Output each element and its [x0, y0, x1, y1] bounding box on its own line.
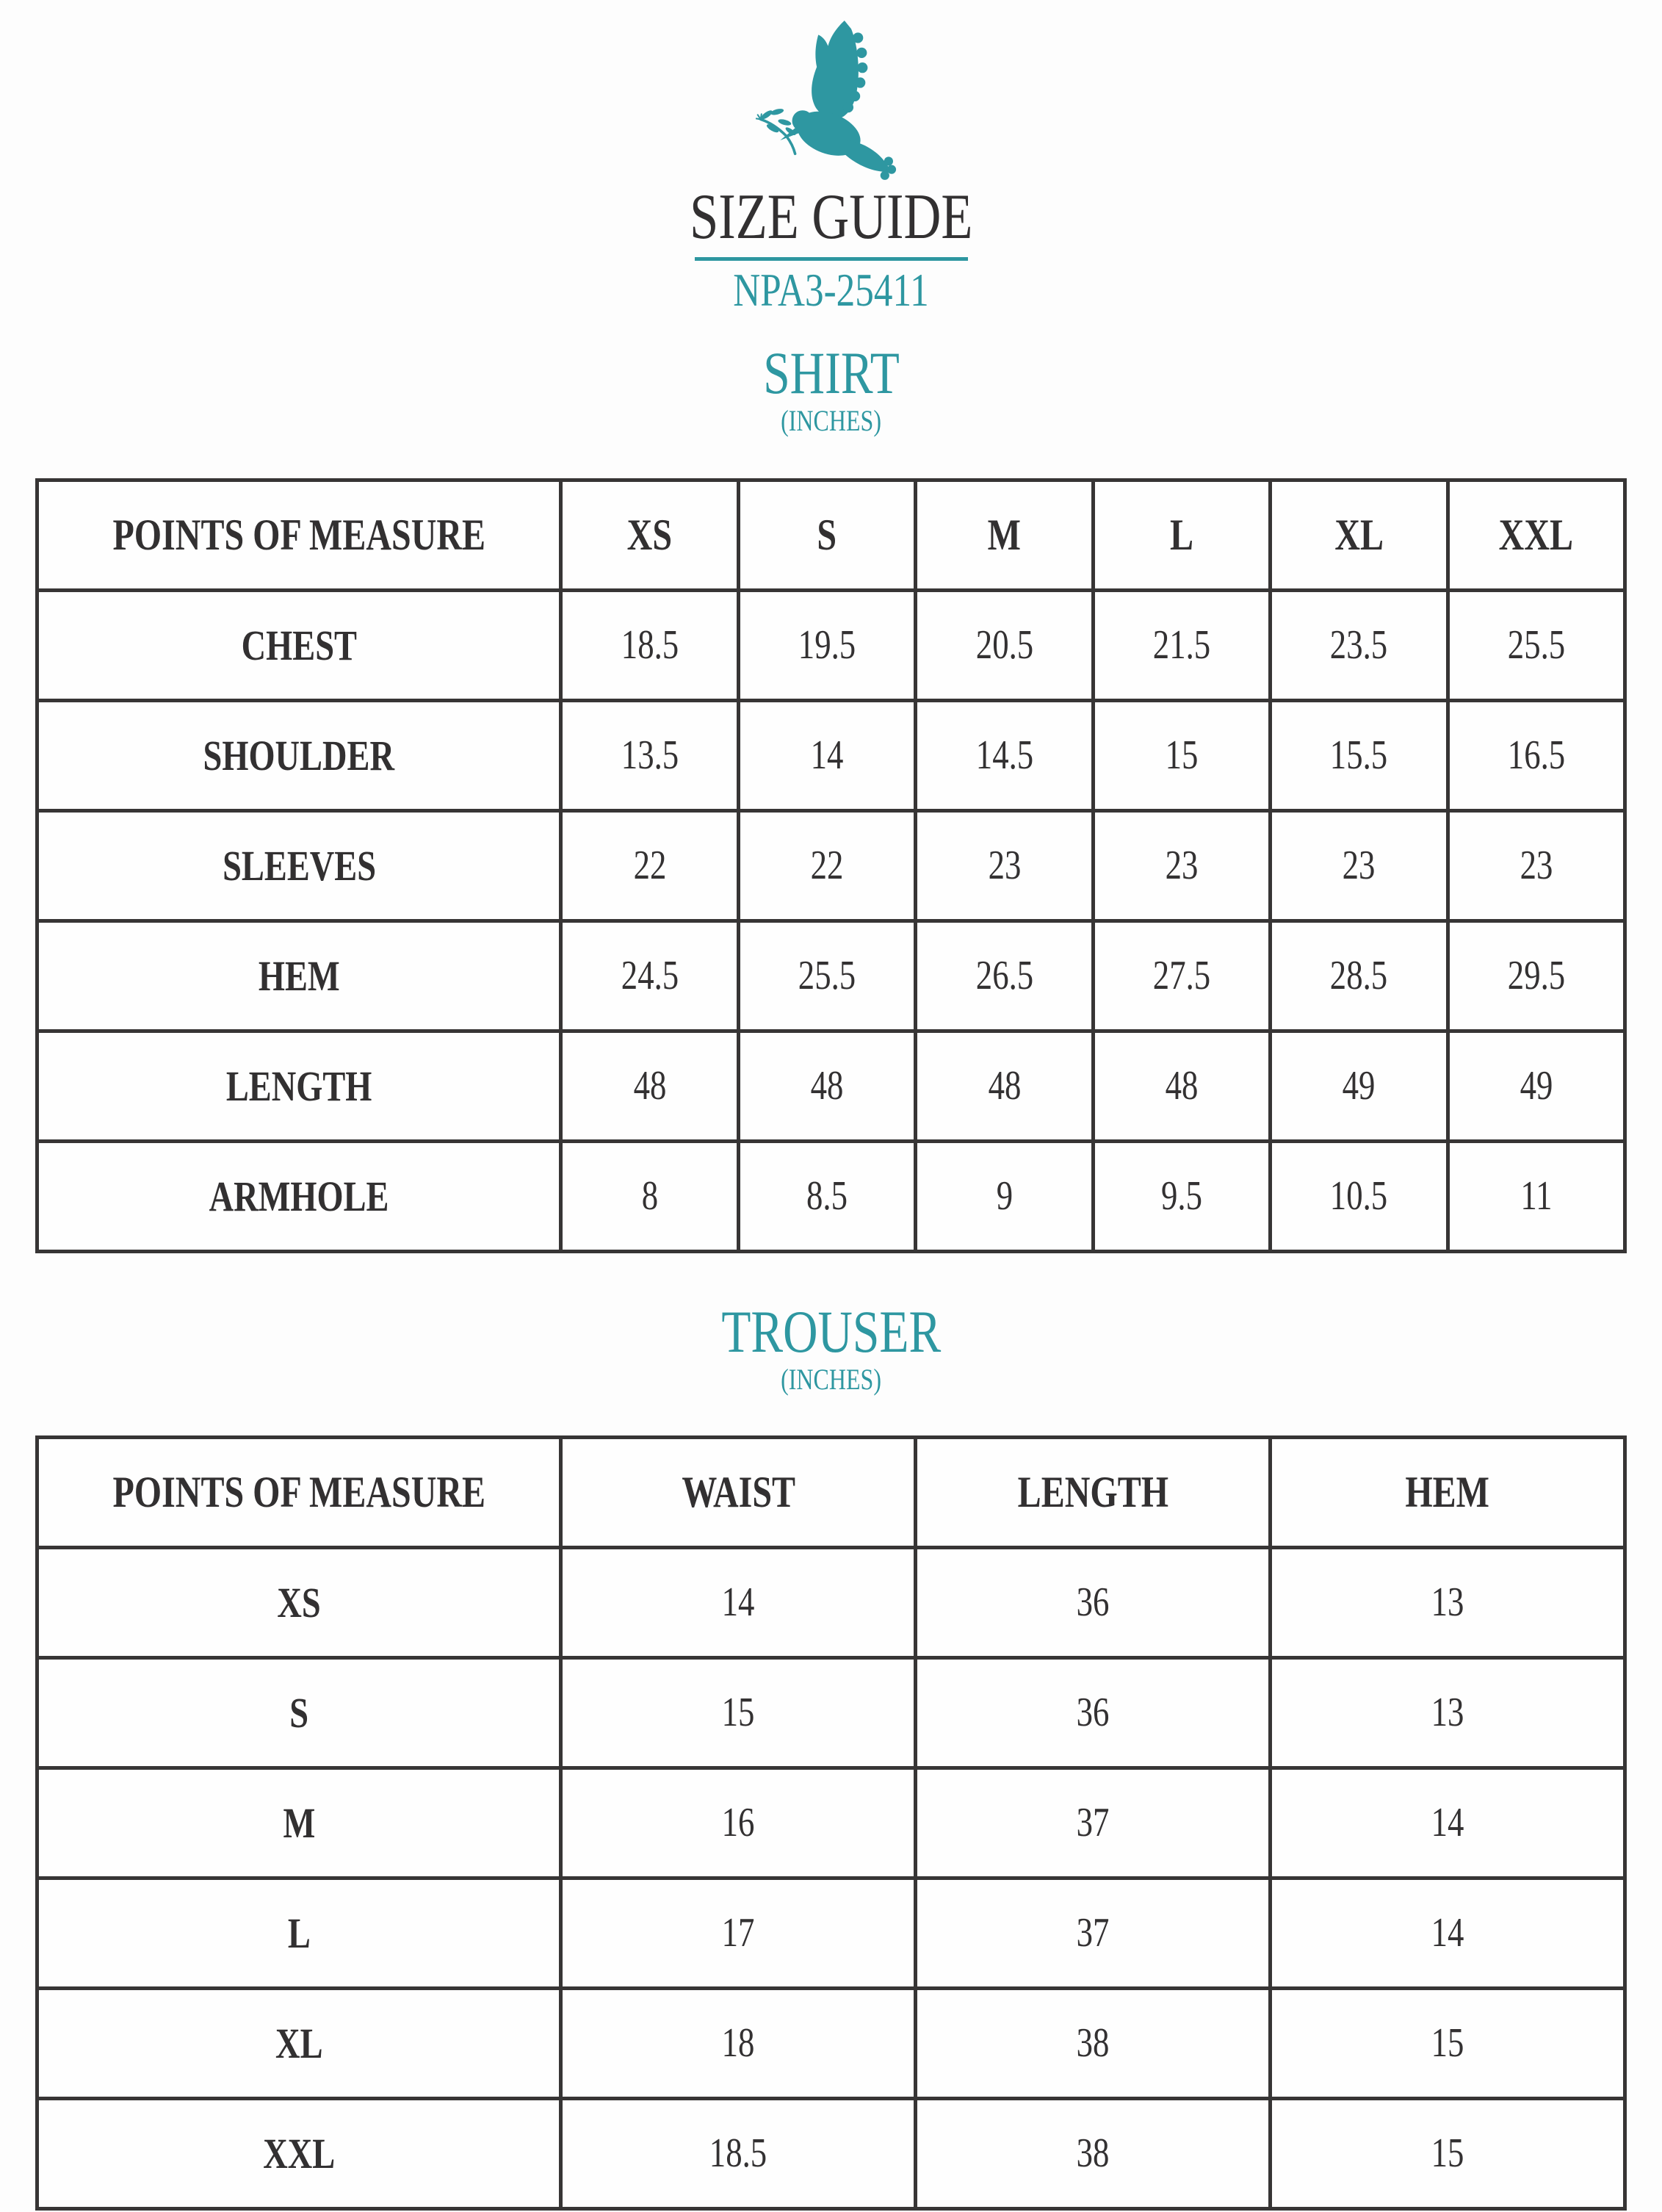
points-of-measure-header: POINTS OF MEASURE	[37, 480, 561, 590]
column-header: LENGTH	[916, 1437, 1271, 1547]
measurement-value-cell: 25.5	[738, 921, 915, 1031]
shirt-section-title: SHIRT	[762, 339, 900, 406]
trouser-unit-label: (INCHES)	[781, 1362, 881, 1396]
measurement-value-cell: 37	[916, 1768, 1271, 1878]
measurement-value-cell: 8	[561, 1141, 738, 1251]
table-header-row	[37, 480, 1625, 590]
measurement-value-cell: 22	[561, 810, 738, 921]
measurement-value-cell: 15	[1271, 2098, 1625, 2208]
points-of-measure-header: POINTS OF MEASURE	[37, 1437, 561, 1547]
trouser-section	[0, 1297, 1662, 2211]
measurement-value-cell: 16	[561, 1768, 916, 1878]
table-row	[37, 1878, 1625, 1988]
column-header: XS	[561, 480, 738, 590]
shirt-section	[0, 339, 1662, 1253]
column-header: S	[738, 480, 915, 590]
measurement-value-cell: 23	[1093, 810, 1270, 921]
table-row	[37, 700, 1625, 810]
measurement-value-cell: 9.5	[1093, 1141, 1270, 1251]
row-label-cell: S	[37, 1657, 561, 1768]
measurement-value-cell: 23	[1271, 810, 1448, 921]
row-label-cell: SHOULDER	[37, 700, 561, 810]
measurement-value-cell: 11	[1448, 1141, 1625, 1251]
measurement-value-cell: 48	[1093, 1031, 1270, 1141]
measurement-value-cell: 37	[916, 1878, 1271, 1988]
column-header: L	[1093, 480, 1270, 590]
measurement-value-cell: 48	[916, 1031, 1093, 1141]
measurement-value-cell: 26.5	[916, 921, 1093, 1031]
column-header: HEM	[1271, 1437, 1625, 1547]
row-label-cell: XS	[37, 1547, 561, 1657]
measurement-value-cell: 27.5	[1093, 921, 1270, 1031]
title-underline	[695, 257, 968, 261]
measurement-value-cell: 13.5	[561, 700, 738, 810]
measurement-value-cell: 38	[916, 1988, 1271, 2098]
row-label-cell: M	[37, 1768, 561, 1878]
table-row	[37, 1988, 1625, 2098]
row-label-cell: XXL	[37, 2098, 561, 2208]
measurement-value-cell: 25.5	[1448, 590, 1625, 700]
shirt-unit-label: (INCHES)	[781, 403, 881, 437]
measurement-value-cell: 17	[561, 1878, 916, 1988]
measurement-value-cell: 28.5	[1271, 921, 1448, 1031]
column-header: M	[916, 480, 1093, 590]
measurement-value-cell: 13	[1271, 1657, 1625, 1768]
table-row	[37, 2098, 1625, 2208]
measurement-value-cell: 23	[1448, 810, 1625, 921]
product-code: NPA3-25411	[733, 263, 929, 316]
table-header-row	[37, 1437, 1625, 1547]
measurement-value-cell: 19.5	[738, 590, 915, 700]
measurement-value-cell: 49	[1271, 1031, 1448, 1141]
measurement-value-cell: 15.5	[1271, 700, 1448, 810]
column-header: XL	[1271, 480, 1448, 590]
column-header: XXL	[1448, 480, 1625, 590]
table-row	[37, 1547, 1625, 1657]
table-row	[37, 921, 1625, 1031]
measurement-value-cell: 36	[916, 1657, 1271, 1768]
row-label-cell: ARMHOLE	[37, 1141, 561, 1251]
measurement-value-cell: 22	[738, 810, 915, 921]
measurement-value-cell: 14	[561, 1547, 916, 1657]
measurement-value-cell: 29.5	[1448, 921, 1625, 1031]
measurement-value-cell: 15	[561, 1657, 916, 1768]
row-label-cell: CHEST	[37, 590, 561, 700]
measurement-value-cell: 24.5	[561, 921, 738, 1031]
measurement-value-cell: 13	[1271, 1547, 1625, 1657]
measurement-value-cell: 49	[1448, 1031, 1625, 1141]
measurement-value-cell: 48	[738, 1031, 915, 1141]
table-row	[37, 590, 1625, 700]
measurement-value-cell: 38	[916, 2098, 1271, 2208]
measurement-value-cell: 14	[1271, 1768, 1625, 1878]
measurement-value-cell: 18.5	[561, 2098, 916, 2208]
measurement-value-cell: 18.5	[561, 590, 738, 700]
row-label-cell: LENGTH	[37, 1031, 561, 1141]
trouser-section-title: TROUSER	[721, 1297, 941, 1365]
dove-olive-branch-icon	[756, 19, 906, 184]
measurement-value-cell: 9	[916, 1141, 1093, 1251]
page-title: SIZE GUIDE	[689, 181, 973, 253]
row-label-cell: SLEEVES	[37, 810, 561, 921]
measurement-value-cell: 10.5	[1271, 1141, 1448, 1251]
measurement-value-cell: 23.5	[1271, 590, 1448, 700]
brand-logo	[756, 19, 906, 184]
shirt-size-table	[35, 478, 1627, 1253]
row-label-cell: L	[37, 1878, 561, 1988]
trouser-size-table	[35, 1435, 1627, 2211]
table-row	[37, 1031, 1625, 1141]
measurement-value-cell: 48	[561, 1031, 738, 1141]
measurement-value-cell: 36	[916, 1547, 1271, 1657]
measurement-value-cell: 8.5	[738, 1141, 915, 1251]
table-row	[37, 1768, 1625, 1878]
measurement-value-cell: 14.5	[916, 700, 1093, 810]
measurement-value-cell: 21.5	[1093, 590, 1270, 700]
measurement-value-cell: 15	[1093, 700, 1270, 810]
measurement-value-cell: 15	[1271, 1988, 1625, 2098]
table-row	[37, 810, 1625, 921]
row-label-cell: HEM	[37, 921, 561, 1031]
measurement-value-cell: 14	[1271, 1878, 1625, 1988]
row-label-cell: XL	[37, 1988, 561, 2098]
column-header: WAIST	[561, 1437, 916, 1547]
measurement-value-cell: 14	[738, 700, 915, 810]
table-row	[37, 1141, 1625, 1251]
measurement-value-cell: 16.5	[1448, 700, 1625, 810]
measurement-value-cell: 23	[916, 810, 1093, 921]
table-row	[37, 1657, 1625, 1768]
measurement-value-cell: 18	[561, 1988, 916, 2098]
measurement-value-cell: 20.5	[916, 590, 1093, 700]
